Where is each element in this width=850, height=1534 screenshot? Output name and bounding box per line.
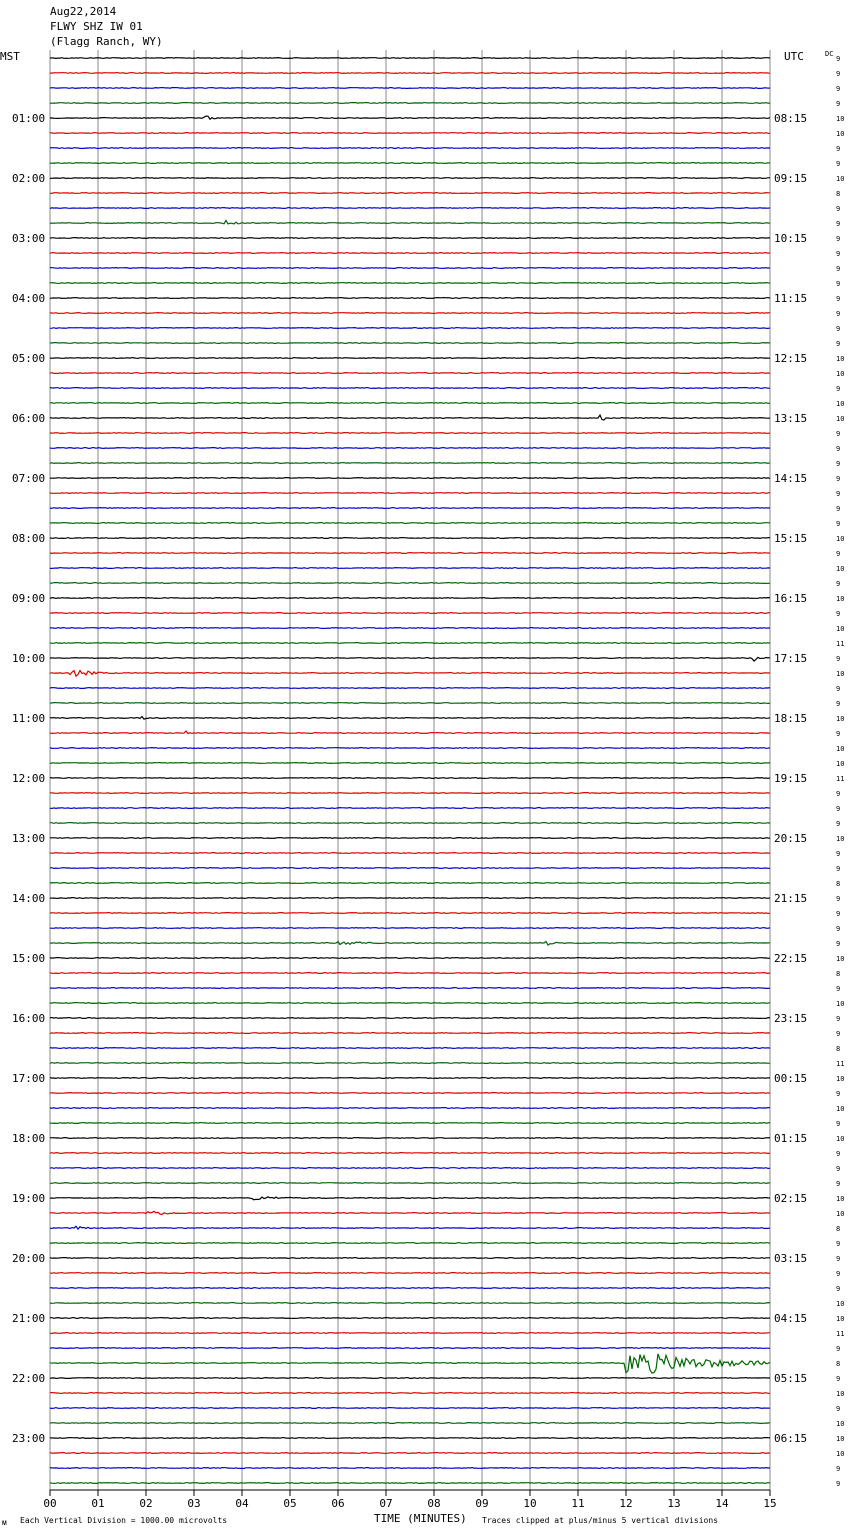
x-tick-label: 04 [235, 1497, 249, 1510]
dc-offset-value: 11 [836, 1330, 845, 1338]
trace-row [50, 116, 770, 119]
trace-row [50, 1123, 770, 1124]
left-timezone-label: MST [0, 50, 20, 63]
trace-row [50, 1453, 770, 1454]
dc-offset-value: 8 [836, 880, 841, 888]
dc-offset-value: 9 [836, 385, 841, 393]
dc-offset-value: 9 [836, 160, 841, 168]
trace-row [50, 298, 770, 299]
dc-offset-value: 10 [836, 760, 845, 768]
trace-row [50, 1483, 770, 1484]
trace-row [50, 1354, 770, 1373]
dc-offset-value: 9 [836, 910, 841, 918]
dc-offset-value: 9 [836, 205, 841, 213]
trace-row [50, 703, 770, 704]
trace-row [50, 148, 770, 149]
hour-label-left: 19:00 [12, 1192, 46, 1205]
hour-label-right: 15:15 [774, 532, 808, 545]
hour-label-right: 09:15 [774, 172, 808, 185]
hour-label-right: 19:15 [774, 772, 808, 785]
trace-row [50, 778, 770, 779]
trace-row [50, 671, 770, 677]
x-tick-label: 02 [139, 1497, 153, 1510]
dc-offset-value: 9 [836, 310, 841, 318]
hour-label-right: 17:15 [774, 652, 808, 665]
trace-row [50, 73, 770, 74]
dc-offset-value: 10 [836, 1420, 845, 1428]
hour-label-left: 21:00 [12, 1312, 46, 1325]
trace-row [50, 643, 770, 644]
dc-offset-value: 9 [836, 325, 841, 333]
trace-row [50, 1003, 770, 1004]
dc-offset-value: 9 [836, 790, 841, 798]
trace-row [50, 1197, 770, 1200]
dc-offset-value: 9 [836, 895, 841, 903]
dc-offset-value: 9 [836, 445, 841, 453]
dc-offset-value: 9 [836, 700, 841, 708]
dc-offset-value: 10 [836, 955, 845, 963]
trace-row [50, 343, 770, 344]
dc-offset-value: 9 [836, 1345, 841, 1353]
right-timezone-label: UTC [784, 50, 804, 63]
hour-label-left: 01:00 [12, 112, 46, 125]
trace-row [50, 415, 770, 420]
dc-offset-value: 9 [836, 55, 841, 63]
trace-row [50, 493, 770, 494]
dc-offset-value: 10 [836, 625, 845, 633]
dc-offset-value: 9 [836, 1180, 841, 1188]
trace-row [50, 463, 770, 464]
trace-row [50, 1408, 770, 1409]
dc-offset-value: 10 [836, 670, 845, 678]
hour-label-right: 20:15 [774, 832, 808, 845]
dc-offset-value: 11 [836, 640, 845, 648]
dc-offset-value: 9 [836, 430, 841, 438]
dc-offset-value: 11 [836, 775, 845, 783]
dc-offset-value: 10 [836, 1105, 845, 1113]
dc-offset-value: 10 [836, 400, 845, 408]
dc-offset-value: 10 [836, 1195, 845, 1203]
x-tick-label: 12 [619, 1497, 633, 1510]
trace-row [50, 313, 770, 314]
trace-row [50, 748, 770, 749]
dc-offset-value: 9 [836, 265, 841, 273]
dc-offset-value: 10 [836, 415, 845, 423]
x-tick-label: 10 [523, 1497, 537, 1510]
dc-offset-value: 10 [836, 1450, 845, 1458]
trace-row [50, 508, 770, 509]
dc-offset-value: 10 [836, 115, 845, 123]
trace-row [50, 1273, 770, 1274]
dc-offset-value: 9 [836, 1150, 841, 1158]
trace-row [50, 1348, 770, 1349]
hour-label-right: 22:15 [774, 952, 808, 965]
trace-row [50, 1288, 770, 1289]
x-tick-label: 11 [571, 1497, 585, 1510]
trace-row [50, 1438, 770, 1439]
trace-row [50, 58, 770, 59]
dc-offset-value: 9 [836, 100, 841, 108]
hour-label-right: 04:15 [774, 1312, 808, 1325]
dc-offset-value: 9 [836, 280, 841, 288]
dc-offset-value: 10 [836, 535, 845, 543]
hour-label-left: 23:00 [12, 1432, 46, 1445]
trace-row [50, 838, 770, 839]
x-tick-label: 09 [475, 1497, 489, 1510]
dc-offset-value: 9 [836, 940, 841, 948]
trace-row [50, 448, 770, 449]
trace-row [50, 178, 770, 179]
dc-offset-value: 10 [836, 1300, 845, 1308]
trace-row [50, 1063, 770, 1064]
trace-row [50, 988, 770, 989]
dc-offset-value: 10 [836, 1315, 845, 1323]
hour-label-left: 10:00 [12, 652, 46, 665]
dc-offset-value: 9 [836, 850, 841, 858]
trace-row [50, 942, 770, 946]
dc-offset-value: 9 [836, 550, 841, 558]
trace-row [50, 1033, 770, 1034]
clip-note: Traces clipped at plus/minus 5 vertical divisions [482, 1516, 719, 1525]
dc-offset-value: 10 [836, 1210, 845, 1218]
dc-offset-value: 9 [836, 1480, 841, 1488]
time-gridlines [50, 50, 770, 1490]
trace-row [50, 1108, 770, 1109]
hour-label-left: 09:00 [12, 592, 46, 605]
hour-label-right: 11:15 [774, 292, 808, 305]
dc-offset-value: 9 [836, 610, 841, 618]
hour-label-left: 12:00 [12, 772, 46, 785]
trace-row [50, 1168, 770, 1169]
dc-offset-value: 9 [836, 1270, 841, 1278]
trace-row [50, 928, 770, 929]
trace-row [50, 1468, 770, 1469]
hour-label-left: 11:00 [12, 712, 46, 725]
trace-row [50, 731, 770, 734]
dc-offset-value: 9 [836, 145, 841, 153]
x-axis-title: TIME (MINUTES) [374, 1512, 467, 1525]
hour-label-left: 02:00 [12, 172, 46, 185]
trace-row [50, 793, 770, 794]
dc-offset-header: DC [825, 50, 834, 58]
trace-row [50, 433, 770, 434]
trace-row [50, 1318, 770, 1319]
hour-label-left: 13:00 [12, 832, 46, 845]
hour-label-right: 13:15 [774, 412, 808, 425]
trace-row [50, 568, 770, 569]
hour-label-right: 18:15 [774, 712, 808, 725]
trace-row [50, 193, 770, 194]
trace-row [50, 717, 770, 720]
hour-label-left: 18:00 [12, 1132, 46, 1145]
dc-offset-value: 10 [836, 1435, 845, 1443]
trace-row [50, 958, 770, 959]
dc-offset-value: 8 [836, 190, 841, 198]
trace-row [50, 208, 770, 209]
x-tick-label: 03 [187, 1497, 201, 1510]
dc-offset-value: 10 [836, 130, 845, 138]
trace-row [50, 133, 770, 134]
x-tick-label: 06 [331, 1497, 345, 1510]
dc-offset-value: 10 [836, 565, 845, 573]
trace-row [50, 538, 770, 539]
hour-label-left: 03:00 [12, 232, 46, 245]
trace-row [50, 1183, 770, 1184]
trace-row [50, 657, 770, 661]
scale-note: Each Vertical Division = 1000.00 microvolts [20, 1516, 228, 1525]
hour-label-right: 21:15 [774, 892, 808, 905]
trace-row [50, 1258, 770, 1259]
hour-label-left: 08:00 [12, 532, 46, 545]
x-tick-label: 15 [763, 1497, 777, 1510]
hour-label-left: 20:00 [12, 1252, 46, 1265]
x-axis [43, 1490, 776, 1510]
trace-row [50, 238, 770, 239]
trace-row [50, 388, 770, 389]
dc-offset-value: 9 [836, 1120, 841, 1128]
dc-offset-value: 10 [836, 835, 845, 843]
corner-mark: ᴍ [2, 1518, 7, 1527]
trace-row [50, 358, 770, 359]
trace-row [50, 553, 770, 554]
trace-row [50, 973, 770, 974]
dc-offset-value: 9 [836, 1465, 841, 1473]
trace-row [50, 1423, 770, 1424]
hour-label-right: 03:15 [774, 1252, 808, 1265]
dc-offset-value: 10 [836, 175, 845, 183]
header-station: FLWY SHZ IW 01 [50, 20, 143, 33]
seismogram-traces [50, 58, 770, 1484]
dc-offset-value: 9 [836, 730, 841, 738]
trace-row [50, 1243, 770, 1244]
dc-offset-value: 10 [836, 1000, 845, 1008]
dc-offset-value: 9 [836, 655, 841, 663]
trace-row [50, 403, 770, 404]
hour-label-left: 07:00 [12, 472, 46, 485]
dc-offset-value: 9 [836, 490, 841, 498]
dc-offset-value: 9 [836, 865, 841, 873]
trace-row [50, 1018, 770, 1019]
dc-offset-value: 8 [836, 1045, 841, 1053]
dc-offset-value: 10 [836, 1135, 845, 1143]
trace-row [50, 898, 770, 899]
dc-offset-value: 9 [836, 1255, 841, 1263]
trace-row [50, 1303, 770, 1304]
trace-row [50, 853, 770, 854]
hour-label-right: 23:15 [774, 1012, 808, 1025]
trace-row [50, 328, 770, 329]
trace-row [50, 583, 770, 584]
dc-offset-value: 8 [836, 970, 841, 978]
trace-row [50, 1333, 770, 1334]
hour-label-right: 06:15 [774, 1432, 808, 1445]
trace-row [50, 823, 770, 824]
dc-offset-value: 9 [836, 985, 841, 993]
hour-label-right: 14:15 [774, 472, 808, 485]
dc-offset-value: 9 [836, 1285, 841, 1293]
dc-offset-value: 9 [836, 340, 841, 348]
dc-offset-value: 9 [836, 520, 841, 528]
dc-offset-value: 9 [836, 1240, 841, 1248]
hour-label-left: 14:00 [12, 892, 46, 905]
hour-label-right: 05:15 [774, 1372, 808, 1385]
hour-label-right: 08:15 [774, 112, 808, 125]
hour-label-left: 06:00 [12, 412, 46, 425]
hour-label-left: 16:00 [12, 1012, 46, 1025]
x-tick-label: 13 [667, 1497, 681, 1510]
trace-row [50, 613, 770, 614]
dc-offset-value: 9 [836, 220, 841, 228]
hour-label-right: 16:15 [774, 592, 808, 605]
dc-offset-value: 9 [836, 505, 841, 513]
dc-offset-value: 9 [836, 1015, 841, 1023]
dc-offset-value: 10 [836, 745, 845, 753]
dc-offset-value: 10 [836, 595, 845, 603]
dc-offset-value: 8 [836, 1225, 841, 1233]
trace-row [50, 523, 770, 524]
x-tick-label: 07 [379, 1497, 393, 1510]
dc-offset-value: 8 [836, 1360, 841, 1368]
dc-offset-value: 9 [836, 1375, 841, 1383]
dc-offset-value: 10 [836, 355, 845, 363]
hour-label-right: 12:15 [774, 352, 808, 365]
dc-offset-value: 9 [836, 250, 841, 258]
dc-offset-value: 9 [836, 685, 841, 693]
x-tick-label: 05 [283, 1497, 297, 1510]
hour-label-right: 01:15 [774, 1132, 808, 1145]
hour-label-left: 05:00 [12, 352, 46, 365]
dc-offset-value: 10 [836, 1390, 845, 1398]
hour-label-left: 17:00 [12, 1072, 46, 1085]
x-tick-label: 14 [715, 1497, 729, 1510]
dc-offset-value: 9 [836, 70, 841, 78]
dc-offset-value: 9 [836, 295, 841, 303]
trace-row [50, 763, 770, 764]
dc-offset-value: 10 [836, 1075, 845, 1083]
trace-row [50, 283, 770, 284]
hour-label-left: 15:00 [12, 952, 46, 965]
trace-row [50, 268, 770, 269]
dc-offset-value: 9 [836, 805, 841, 813]
trace-row [50, 220, 770, 224]
trace-row [50, 1226, 770, 1229]
hour-label-right: 00:15 [774, 1072, 808, 1085]
hour-label-right: 02:15 [774, 1192, 808, 1205]
hour-label-left: 22:00 [12, 1372, 46, 1385]
x-tick-label: 08 [427, 1497, 441, 1510]
dc-offset-value: 11 [836, 1060, 845, 1068]
trace-row [50, 1048, 770, 1049]
header-location: (Flagg Ranch, WY) [50, 35, 163, 48]
dc-offset-value: 9 [836, 820, 841, 828]
trace-row [50, 1153, 770, 1154]
trace-row [50, 478, 770, 479]
trace-row [50, 1078, 770, 1079]
dc-offset-value: 10 [836, 370, 845, 378]
trace-row [50, 163, 770, 164]
trace-row [50, 1378, 770, 1379]
trace-row [50, 868, 770, 869]
dc-offset-value: 9 [836, 460, 841, 468]
trace-row [50, 1138, 770, 1139]
dc-offset-value: 9 [836, 1165, 841, 1173]
dc-offset-value: 9 [836, 1405, 841, 1413]
dc-offset-value: 9 [836, 1030, 841, 1038]
trace-row [50, 373, 770, 374]
x-tick-label: 01 [91, 1497, 105, 1510]
header-date: Aug22,2014 [50, 5, 117, 18]
hour-label-right: 10:15 [774, 232, 808, 245]
dc-offset-value: 9 [836, 85, 841, 93]
dc-offset-value: 9 [836, 235, 841, 243]
dc-offset-value: 9 [836, 1090, 841, 1098]
trace-row [50, 103, 770, 104]
x-tick-label: 00 [43, 1497, 57, 1510]
trace-row [50, 883, 770, 884]
dc-offset-value: 9 [836, 580, 841, 588]
trace-row [50, 253, 770, 254]
dc-offset-value: 9 [836, 925, 841, 933]
trace-row [50, 628, 770, 629]
dc-offset-value: 10 [836, 715, 845, 723]
dc-offset-value: 9 [836, 475, 841, 483]
trace-row [50, 88, 770, 89]
trace-row [50, 1093, 770, 1094]
hour-label-left: 04:00 [12, 292, 46, 305]
trace-row [50, 1393, 770, 1394]
trace-row [50, 688, 770, 689]
trace-row [50, 1211, 770, 1214]
trace-row [50, 913, 770, 914]
trace-row [50, 808, 770, 809]
trace-row [50, 598, 770, 599]
